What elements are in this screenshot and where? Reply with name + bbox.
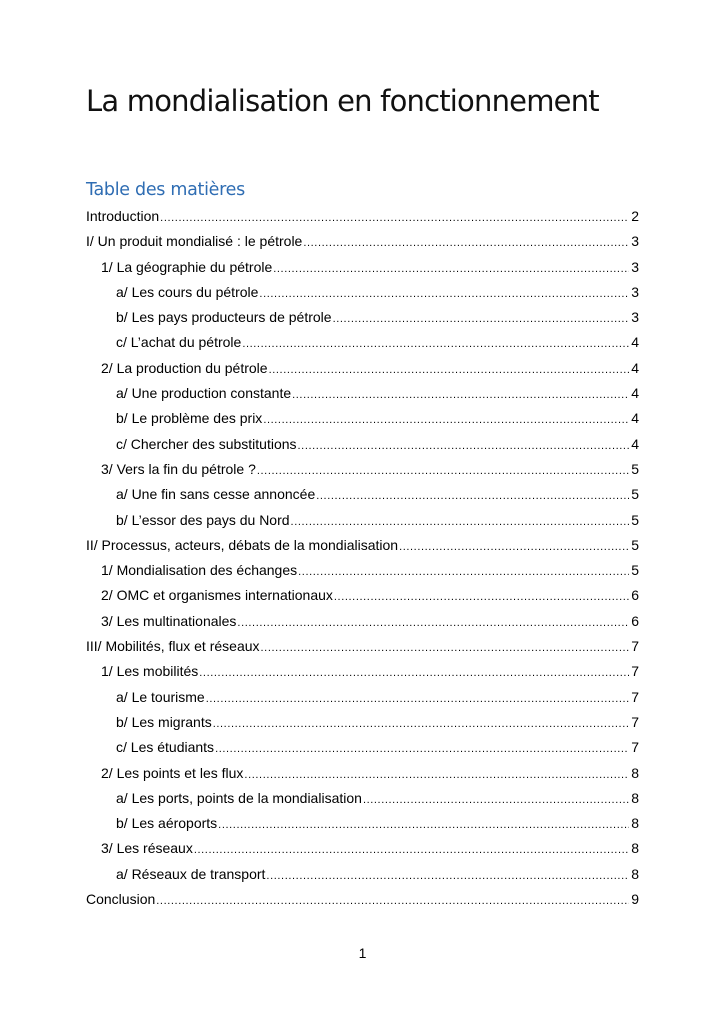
toc-entry[interactable] [86, 887, 639, 912]
toc-heading: Table des matières [86, 180, 245, 200]
toc-entry-page: 7 [631, 638, 639, 655]
toc-dot-leader [259, 282, 629, 307]
toc-entry-label: 2/ OMC et organismes internationaux [101, 587, 333, 604]
toc-dot-leader [298, 560, 629, 585]
toc-entry-page: 3 [631, 258, 639, 275]
toc-entry-label: 3/ Les réseaux [101, 840, 193, 857]
toc-entry-page: 8 [631, 840, 639, 857]
toc-entry-page: 8 [631, 865, 639, 882]
toc-entry-label: b/ Les migrants [116, 713, 212, 730]
toc-dot-leader [194, 838, 629, 863]
toc-entry-label: 1/ La géographie du pétrole [101, 258, 273, 275]
toc-entry-page: 8 [631, 815, 639, 832]
toc-entry-page: 5 [631, 511, 639, 528]
toc-entry[interactable] [86, 381, 639, 406]
toc-dot-leader [333, 307, 629, 332]
toc-entry-label: a/ Les ports, points de la mondialisation [116, 789, 362, 806]
toc-entry[interactable] [86, 862, 639, 887]
toc-entry-page: 5 [631, 536, 639, 553]
toc-dot-leader [156, 889, 629, 914]
toc-dot-leader [363, 788, 629, 813]
document-title: La mondialisation en fonctionnement [86, 84, 599, 118]
toc-entry-label: Conclusion [86, 891, 156, 908]
toc-entry-label: c/ L’achat du pétrole [116, 334, 242, 351]
toc-dot-leader [273, 257, 629, 282]
toc-entry[interactable] [86, 533, 639, 558]
toc-entry[interactable] [86, 508, 639, 533]
toc-entry-label: III/ Mobilités, flux et réseaux [86, 638, 260, 655]
toc-entry-label: a/ Réseaux de transport [116, 865, 266, 882]
toc-entry[interactable] [86, 558, 639, 583]
toc-entry-label: 3/ Vers la fin du pétrole ? [101, 460, 256, 477]
toc-entry[interactable] [86, 229, 639, 254]
toc-entry-page: 7 [631, 713, 639, 730]
toc-entry-page: 8 [631, 789, 639, 806]
toc-dot-leader [269, 358, 629, 383]
toc-entry[interactable] [86, 735, 639, 760]
toc-dot-leader [237, 611, 629, 636]
toc-entry-label: a/ Le tourisme [116, 688, 205, 705]
page-number: 1 [358, 945, 367, 961]
toc-dot-leader [399, 535, 629, 560]
toc-entry-page: 7 [631, 688, 639, 705]
toc-entry-label: c/ Les étudiants [116, 739, 215, 756]
toc-entry-label: a/ Une production constante [116, 385, 292, 402]
toc-entry-page: 4 [631, 359, 639, 376]
toc-entry-page: 2 [631, 208, 639, 224]
toc-dot-leader [244, 763, 629, 788]
toc-entry-label: c/ Chercher des substitutions [116, 435, 297, 452]
toc-dot-leader [303, 231, 629, 256]
toc-dot-leader [266, 864, 629, 889]
toc-entry[interactable] [86, 305, 639, 330]
toc-entry[interactable] [86, 836, 639, 861]
toc-entry-label: 2/ La production du pétrole [101, 359, 268, 376]
toc-dot-leader [242, 332, 629, 357]
toc-entry[interactable] [86, 482, 639, 507]
toc-entry[interactable] [86, 634, 639, 659]
toc-dot-leader [206, 687, 629, 712]
toc-dot-leader [291, 510, 629, 535]
toc-dot-leader [261, 636, 629, 661]
toc-dot-leader [218, 813, 629, 838]
toc-entry-page: 3 [631, 309, 639, 326]
toc-entry-label: b/ Les aéroports [116, 815, 218, 832]
toc-dot-leader [292, 383, 629, 408]
toc-dot-leader [263, 408, 629, 433]
toc-dot-leader [213, 712, 629, 737]
toc-entry-page: 3 [631, 233, 639, 250]
toc-entry[interactable] [86, 406, 639, 431]
toc-entry-page: 8 [631, 764, 639, 781]
toc-dot-leader [334, 585, 629, 610]
toc-entry-label: b/ Le problème des prix [116, 410, 263, 427]
toc-entry-label: 2/ Les points et les flux [101, 764, 244, 781]
toc-entry-page: 4 [631, 334, 639, 351]
toc-entry[interactable] [86, 255, 639, 280]
toc-entry[interactable] [86, 659, 639, 684]
toc-entry-label: a/ Les cours du pétrole [116, 283, 259, 300]
toc-entry-page: 5 [631, 486, 639, 503]
toc-entry-label: 3/ Les multinationales [101, 612, 237, 629]
toc-entry-label: 1/ Les mobilités [101, 663, 199, 680]
toc-dot-leader [160, 206, 629, 231]
toc-entry[interactable] [86, 204, 639, 229]
toc-entry-page: 5 [631, 460, 639, 477]
toc-entry[interactable] [86, 356, 639, 381]
toc-entry[interactable] [86, 786, 639, 811]
toc-entry[interactable] [86, 330, 639, 355]
toc-entry[interactable] [86, 811, 639, 836]
toc-entry-page: 7 [631, 663, 639, 680]
table-of-contents [86, 204, 639, 912]
toc-entry-label: b/ Les pays producteurs de pétrole [116, 309, 332, 326]
toc-entry[interactable] [86, 685, 639, 710]
toc-entry-label: I/ Un produit mondialisé : le pétrole [86, 233, 303, 250]
toc-dot-leader [316, 484, 629, 509]
toc-entry-page: 3 [631, 283, 639, 300]
toc-entry-label: II/ Processus, acteurs, débats de la mondialisation [86, 536, 399, 553]
toc-dot-leader [215, 737, 629, 762]
toc-entry[interactable] [86, 761, 639, 786]
toc-dot-leader [298, 434, 629, 459]
toc-entry-page: 5 [631, 562, 639, 579]
toc-entry[interactable] [86, 583, 639, 608]
toc-entry[interactable] [86, 457, 639, 482]
toc-entry[interactable] [86, 432, 639, 457]
toc-entry-label: a/ Une fin sans cesse annoncée [116, 486, 316, 503]
toc-entry[interactable] [86, 609, 639, 634]
toc-dot-leader [257, 459, 629, 484]
toc-entry-page: 4 [631, 385, 639, 402]
toc-entry-page: 7 [631, 739, 639, 756]
toc-entry[interactable] [86, 280, 639, 305]
toc-entry-label: Introduction [86, 208, 160, 224]
toc-entry-page: 9 [631, 891, 639, 908]
toc-entry-label: 1/ Mondialisation des échanges [101, 562, 298, 579]
toc-entry-page: 4 [631, 410, 639, 427]
toc-dot-leader [199, 661, 629, 686]
toc-entry-page: 6 [631, 587, 639, 604]
toc-entry-page: 6 [631, 612, 639, 629]
toc-entry-label: b/ L’essor des pays du Nord [116, 511, 290, 528]
toc-entry-page: 4 [631, 435, 639, 452]
toc-entry[interactable] [86, 710, 639, 735]
